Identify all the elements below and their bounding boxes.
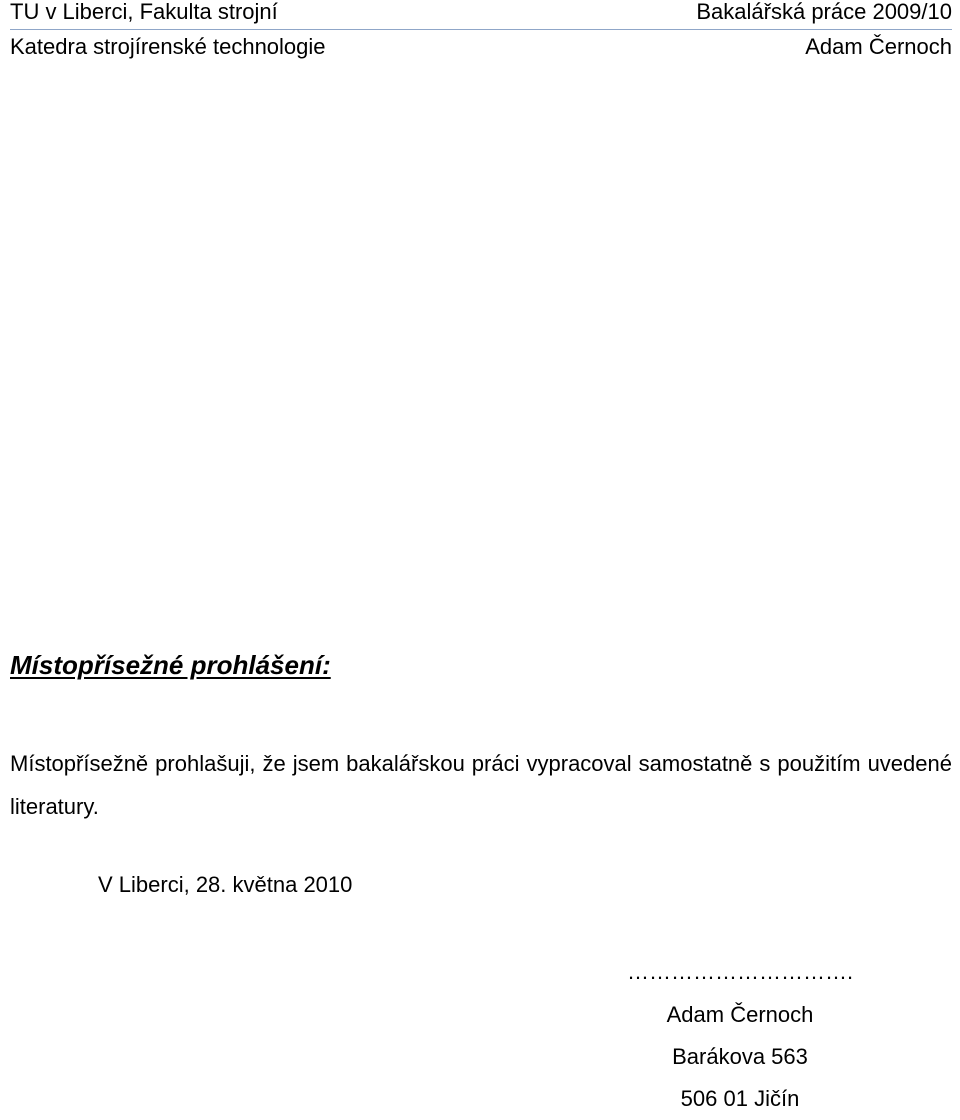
header-department: Katedra strojírenské technologie (10, 34, 326, 59)
header-university: TU v Liberci, Fakulta strojní (10, 0, 278, 24)
signature-line: …………………………. (626, 959, 854, 984)
header-divider (10, 29, 952, 30)
signature-name: Adam Černoch (666, 1002, 814, 1027)
signature-street: Barákova 563 (672, 1044, 808, 1069)
signature-city: 506 01 Jičín (680, 1086, 800, 1111)
header-author: Adam Černoch (805, 34, 952, 59)
declaration-body: Místopřísežně prohlašuji, že jsem bakalářskou práci vypracoval samostatně s použitím uvedené literatury. (10, 751, 952, 819)
page-header (10, 0, 952, 64)
signature-block (600, 960, 880, 1120)
place-and-date: V Liberci, 28. května 2010 (98, 872, 353, 897)
declaration-heading: Místopřísežné prohlášení: (10, 650, 331, 680)
header-thesis-type: Bakalářská práce 2009/10 (696, 0, 952, 24)
